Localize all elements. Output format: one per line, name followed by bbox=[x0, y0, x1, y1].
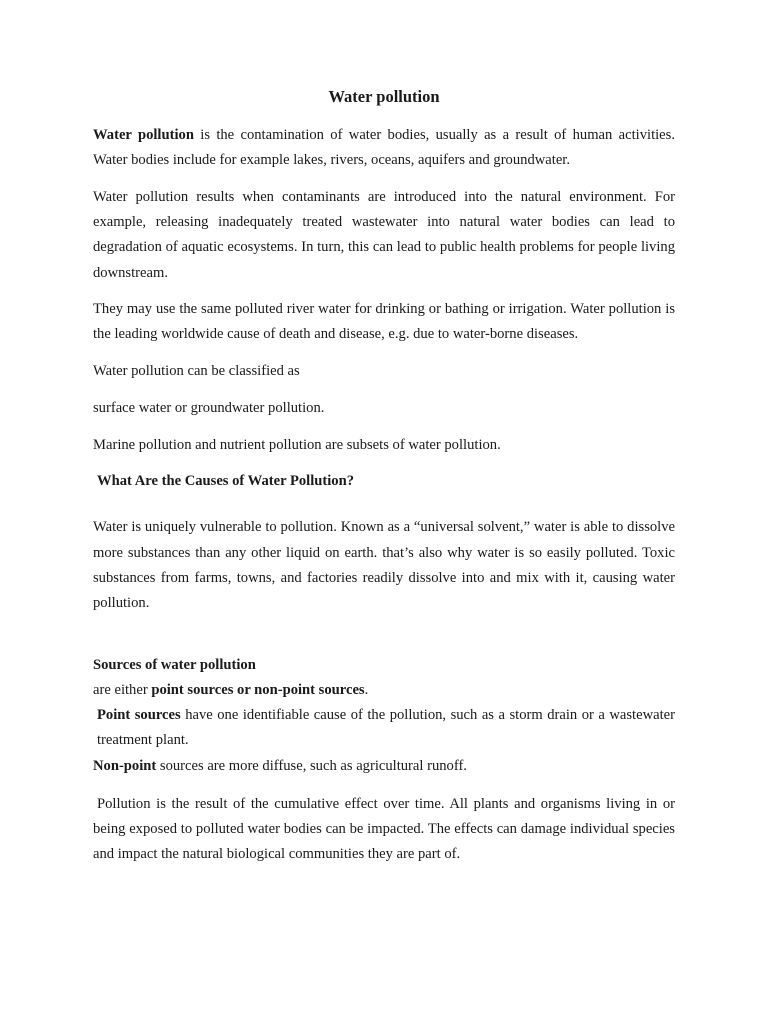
term-water-pollution: Water pollution bbox=[93, 127, 194, 143]
paragraph-drinking-water: They may use the same polluted river water for drinking or bathing or irrigation. Water pollution is the leading worldwide cause of death and disease, e.g. due to water-borne diseases. bbox=[93, 301, 675, 343]
paragraph-contaminants: Water pollution results when contaminants are introduced into the natural environment. For example, releasing inadequately treated wastewater into natural water bodies can lead to degradation of aquatic ecosystems. In turn, this can lead to public health problems for people living downstream. bbox=[93, 188, 675, 281]
sources-section bbox=[93, 653, 675, 779]
paragraph-universal-solvent: Water is uniquely vulnerable to pollution. Known as a “universal solvent,” water is able to dissolve more substances than any other liquid on earth. that’s also why water is so easily polluted. Toxic substances from farms, towns, and factories readily dissolve into and mix with it, causing water pollution. bbox=[93, 519, 675, 612]
paragraph-cumulative-effect: Pollution is the result of the cumulative effect over time. All plants and organisms living in or being exposed to polluted water bodies can be impacted. The effects can damage individual species and impact the natural biological communities they are part of. bbox=[93, 795, 675, 863]
sources-types-suffix: . bbox=[364, 681, 369, 698]
nonpoint-sources-paragraph bbox=[93, 754, 675, 779]
nonpoint-sources-term: Non-point bbox=[93, 757, 157, 774]
document-page bbox=[93, 84, 675, 879]
heading-causes: What Are the Causes of Water Pollution? bbox=[97, 473, 355, 490]
sources-types-prefix: are either bbox=[93, 681, 152, 698]
point-sources-text: have one identifiable cause of the pollution, such as a storm drain or a wastewater treatment plant. bbox=[97, 707, 675, 749]
paragraph-classified: Water pollution can be classified as bbox=[93, 363, 300, 380]
nonpoint-sources-text: sources are more diffuse, such as agricultural runoff. bbox=[156, 757, 467, 774]
paragraph-definition bbox=[93, 123, 675, 173]
sources-types-line bbox=[93, 678, 675, 703]
sources-heading-text: Sources of water pollution bbox=[93, 656, 256, 673]
sources-heading bbox=[93, 653, 675, 678]
sources-types-bold: point sources or non-point sources bbox=[151, 681, 365, 698]
blank-line bbox=[93, 628, 675, 653]
paragraph-surface-groundwater: surface water or groundwater pollution. bbox=[93, 399, 325, 416]
definition-text: is the contamination of water bodies, usually as a result of human activities. Water bodies include for example lakes, rivers, oceans, aquifers and groundwater. bbox=[93, 127, 675, 169]
point-sources-paragraph bbox=[93, 703, 675, 753]
document-title: Water pollution bbox=[328, 87, 440, 106]
point-sources-term: Point sources bbox=[97, 707, 181, 724]
paragraph-marine-nutrient: Marine pollution and nutrient pollution are subsets of water pollution. bbox=[93, 436, 501, 453]
